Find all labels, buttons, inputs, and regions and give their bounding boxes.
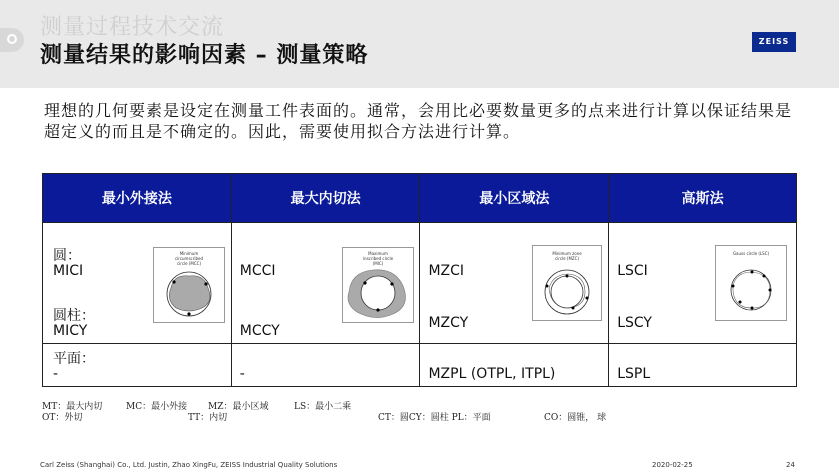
contact-point <box>172 280 175 283</box>
contact-point <box>363 281 366 284</box>
header-watermark: 测量过程技术交流 <box>40 15 225 40</box>
contact-point <box>546 285 549 288</box>
cell-mz <box>420 223 609 344</box>
header-mic: 最大内切法 <box>231 174 420 223</box>
contact-point <box>572 307 575 310</box>
cell-mic <box>231 223 420 344</box>
plane-code: - <box>53 366 59 382</box>
legend-mc: MC：最小外接 <box>126 402 188 412</box>
fig1-caption-line2: circumscribed <box>174 256 204 261</box>
legend-co: CO：圆锥， 球 <box>544 413 607 423</box>
plane-code: MZPL (OTPL, ITPL) <box>428 366 556 382</box>
footer-page-number: 24 <box>786 461 795 469</box>
mz-figure <box>532 245 602 321</box>
contact-point <box>376 308 379 311</box>
lsc-figure <box>715 245 787 321</box>
cell-mcc <box>43 223 232 344</box>
cell-plane-gauss <box>609 344 797 387</box>
mic-figure <box>342 247 414 323</box>
contact-point <box>586 297 589 300</box>
mcc-figure <box>153 247 225 323</box>
profile-shape <box>169 276 210 311</box>
fitting-methods-table <box>42 173 797 387</box>
measured-point <box>739 301 742 304</box>
legend-ct: CT：圆CY：圆柱 PL：平面 <box>378 413 491 423</box>
fig3-caption-line2: circle (MZC) <box>555 256 580 261</box>
footer-text: Carl Zeiss (Shanghai) Co., Ltd. Justin, Zhao XingFu, ZEISS Industrial Quality Solutions <box>40 461 338 469</box>
fig3-caption-line1: Minimum zone <box>552 251 583 256</box>
measured-point <box>751 307 754 310</box>
header-gauss: 高斯法 <box>609 174 797 223</box>
circle-code: MCCI <box>239 263 276 279</box>
plane-code: - <box>239 366 245 382</box>
circle-code: MZCI <box>428 263 465 279</box>
contact-point <box>390 282 393 285</box>
header-mcc: 最小外接法 <box>43 174 232 223</box>
inner-circle <box>361 276 395 310</box>
cylinder-code: MICY <box>53 323 88 339</box>
legend-ls: LS：最小二乘 <box>294 402 352 412</box>
cylinder-code: MZCY <box>428 315 469 331</box>
circle-icon <box>7 34 17 44</box>
fig2-caption-line1: Maximum <box>367 251 388 256</box>
cylinder-code: LSCY <box>617 315 652 331</box>
legend-ot: OT：外切 <box>42 413 83 423</box>
legend-tt: TT：内切 <box>188 413 228 423</box>
circle-label: 圆： <box>53 248 81 264</box>
measured-point <box>732 285 735 288</box>
intro-paragraph: 理想的几何要素是设定在测量工件表面的。通常，会用比必要数量更多的点来进行计算以保证结果是超定义的而且是不确定的。因此，需要使用拟合方法进行计算。 <box>44 101 793 141</box>
plane-label: 平面： <box>53 351 95 367</box>
measured-point <box>763 275 766 278</box>
side-panel-toggle[interactable] <box>0 28 24 52</box>
measured-point <box>769 289 772 292</box>
fig1-caption-line3: circle (MCC) <box>176 261 202 266</box>
legend-mt: MT：最大内切 <box>42 402 103 412</box>
cylinder-code: MCCY <box>239 323 280 339</box>
measured-point <box>751 271 754 274</box>
slide-title: 测量结果的影响因素 – 测量策略 <box>40 43 369 68</box>
zeiss-logo: ZEISS <box>752 32 796 52</box>
cell-plane-mz <box>420 344 609 387</box>
cell-plane-mcc <box>43 344 232 387</box>
contact-point <box>187 312 190 315</box>
fig4-caption: Gauss circle (LSC) <box>733 251 770 256</box>
legend-mz: MZ：最小区域 <box>208 402 269 412</box>
circle-code: LSCI <box>617 263 648 279</box>
header-mz: 最小区域法 <box>420 174 609 223</box>
cell-gauss <box>609 223 797 344</box>
circle-code: MICI <box>53 263 84 279</box>
fig2-caption-line3: (MIC) <box>372 261 384 266</box>
contact-point <box>204 282 207 285</box>
cell-plane-mic <box>231 344 420 387</box>
profile-shape <box>549 274 585 308</box>
plane-code: LSPL <box>617 366 651 382</box>
footer-date: 2020-02-25 <box>652 461 693 469</box>
fig2-caption-line2: inscribed circle <box>362 256 393 261</box>
cylinder-label: 圆柱： <box>53 308 95 324</box>
contact-point <box>566 275 569 278</box>
inner-zone-circle <box>551 276 583 308</box>
fig1-caption-line1: Minimum <box>179 251 199 256</box>
